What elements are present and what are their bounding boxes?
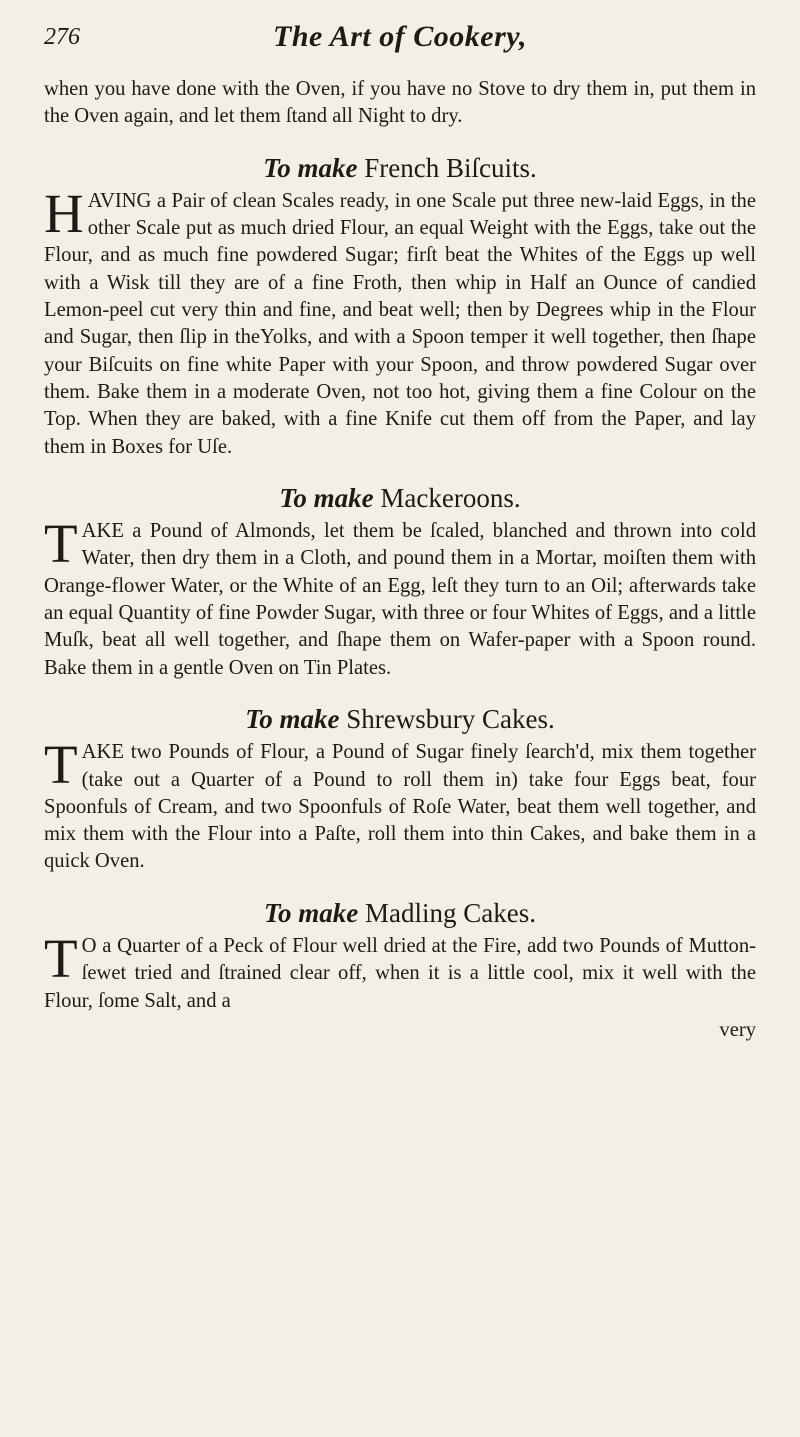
recipe-mackeroons (44, 482, 756, 682)
heading-italic: To make (279, 482, 374, 513)
recipe-body (44, 182, 756, 461)
catchword: very (719, 1018, 756, 1041)
drop-cap: T (44, 513, 78, 575)
page-text (44, 76, 756, 1044)
page-header (44, 20, 756, 76)
recipe-madling-cakes (44, 897, 756, 1015)
recipe-french-biscuits (44, 152, 756, 461)
heading-roman: Shrewsbury Cakes. (346, 703, 555, 734)
recipe-body (44, 734, 756, 875)
recipe-body-text: AKE two Pounds of Flour, a Pound of Sugar finely ſearch'd, mix them together (take out a Quarter of a Pound to roll them in) take four Eggs beat, four Spoonfuls of Cream, and two Spoonfuls of Roſe Water, beat them well together, and mix them with the Flour into a Paſte, roll them into thin Cakes, and bake them in a quick Oven. (44, 741, 756, 873)
recipe-shrewsbury-cakes (44, 703, 756, 876)
running-title: The Art of Cookery, (273, 20, 527, 53)
heading-italic: To make (264, 897, 359, 928)
heading-roman: French Biſcuits. (364, 152, 537, 183)
heading-roman: Mackeroons. (380, 482, 521, 513)
intro-paragraph: when you have done with the Oven, if you have no Stove to dry them in, put them in the Oven again, and let them ſtand all Night to dry. (44, 78, 756, 128)
recipe-heading (44, 897, 756, 928)
page-number: 276 (44, 24, 80, 50)
drop-cap: H (44, 182, 84, 244)
recipe-heading (44, 482, 756, 513)
recipe-body (44, 513, 756, 682)
drop-cap: T (44, 734, 78, 796)
recipe-heading (44, 703, 756, 734)
recipe-body (44, 928, 756, 1015)
heading-italic: To make (263, 152, 358, 183)
recipe-heading (44, 152, 756, 183)
heading-roman: Madling Cakes. (365, 897, 536, 928)
recipe-body-text: AKE a Pound of Almonds, let them be ſcaled, blanched and thrown into cold Water, then dry them in a Cloth, and pound them in a Mortar, moiſten them with Orange-flower Water, or the White of an Egg, leſt they turn to an Oil; afterwards take an equal Quantity of fine Powder Sugar, with three or four Whites of Eggs, and a little Muſk, beat all well together, and ſhape them on Wafer-paper with a Spoon round. Bake them in a gentle Oven on Tin Plates. (44, 520, 756, 679)
recipe-body-text: AVING a Pair of clean Scales ready, in one Scale put three new-laid Eggs, in the other Scale put as much dried Flour, an equal Weight with the Eggs, take out the Flour, and as much fine powdered Sugar; firſt beat the Whites of the Eggs up well with a Wisk till they are of a fine Froth, then whip in Half an Ounce of candied Lemon-peel cut very thin and fine, and beat well; then by Degrees whip in the Flour and Sugar, then ſlip in theYolks, and with a Spoon temper it well together, then ſhape your Biſcuits on fine white Paper with your Spoon, and throw powdered Sugar over them. Bake them in a moderate Oven, not too hot, giving them a fine Colour on the Top. When they are baked, with a fine Knife cut them off from the Paper, and lay them in Boxes for Uſe. (44, 189, 756, 458)
heading-italic: To make (245, 703, 340, 734)
drop-cap: T (44, 928, 78, 990)
recipe-body-text: O a Quarter of a Peck of Flour well dried at the Fire, add two Pounds of Mutton-ſewet tried and ſtrained clear off, when it is a little cool, mix it well with the Flour, ſome Salt, and a (44, 935, 756, 1012)
